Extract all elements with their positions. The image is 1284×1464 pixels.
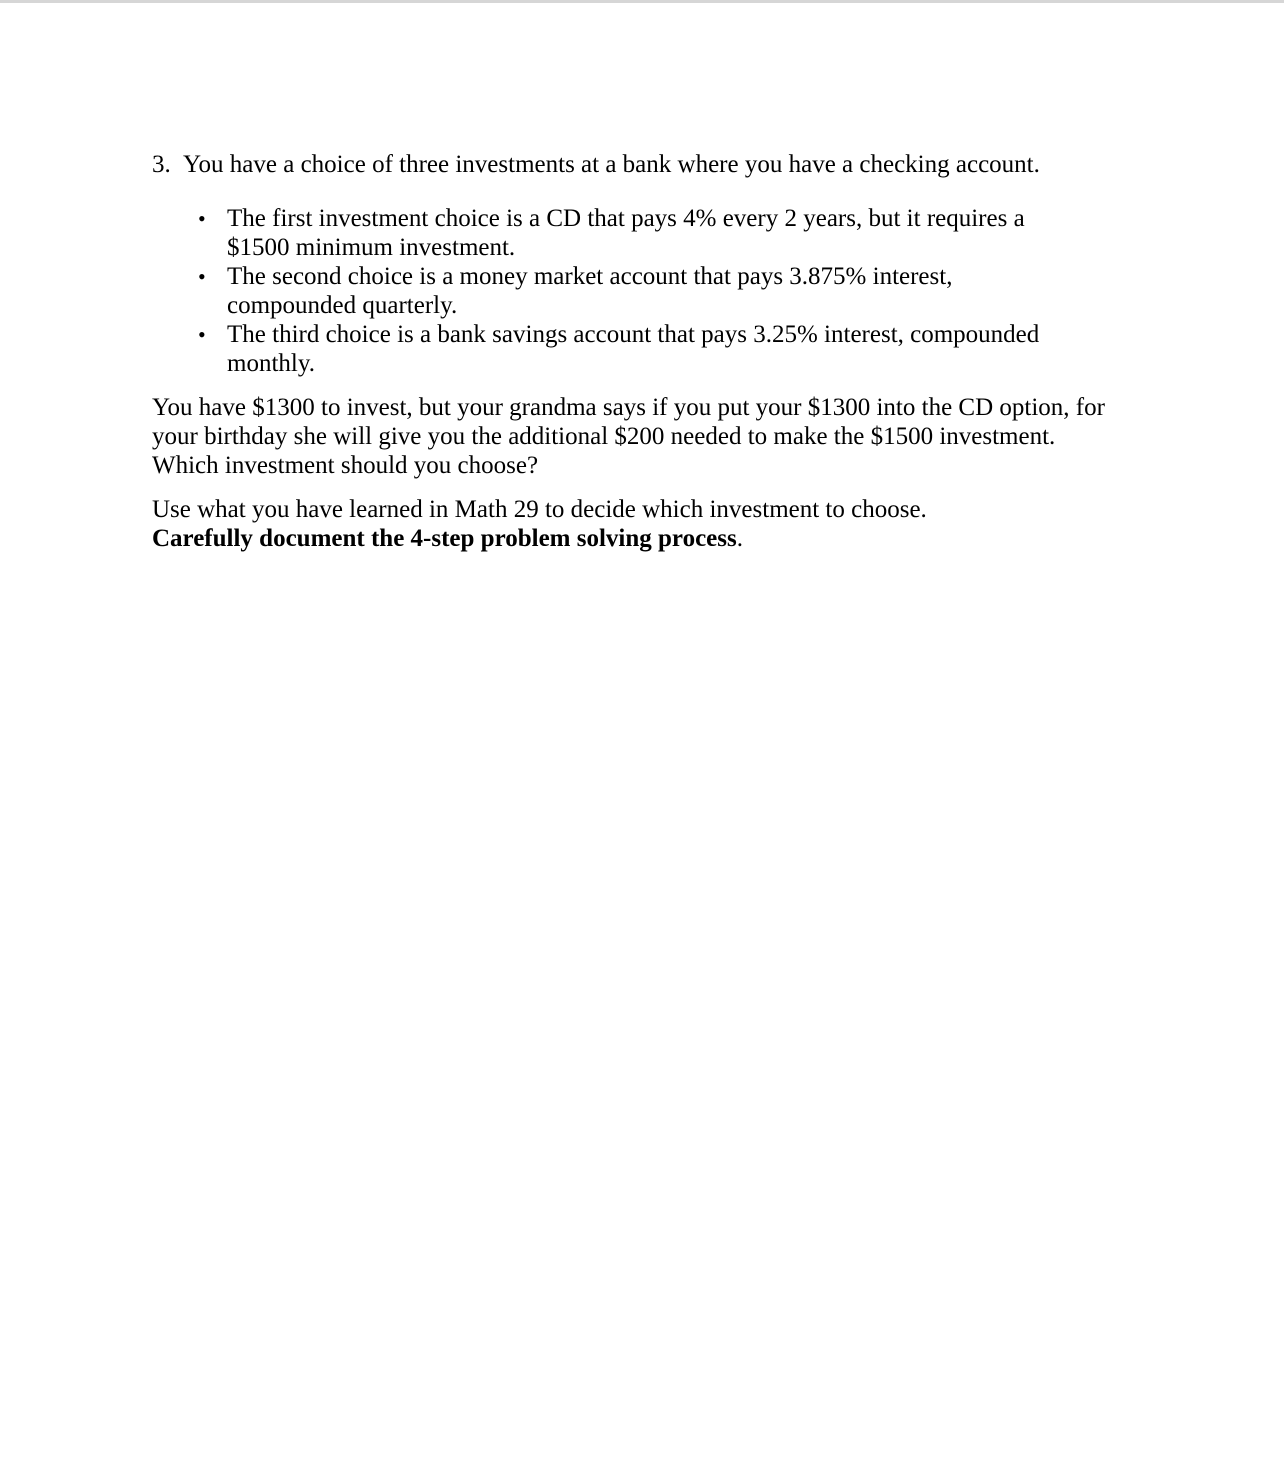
choice-text: The second choice is a money market account that pays 3.875% interest, compounded quarterly. (227, 263, 953, 319)
scenario-paragraph: You have $1300 to invest, but your grandma says if you put your $1300 into the CD option, for your birthday she will give you the additional $200 needed to make the $1500 investment. Which investment should you choose? (152, 394, 1105, 479)
list-item (198, 320, 1062, 378)
question-text: You have a choice of three investments at a bank where you have a checking account. (183, 151, 1040, 178)
investment-choices-list (152, 204, 1062, 378)
instruction-emphasis: Carefully document the 4-step problem solving process (152, 525, 737, 552)
list-item (198, 262, 1062, 320)
choice-text: The first investment choice is a CD that pays 4% every 2 years, but it requires a $1500 minimum investment. (227, 205, 1025, 261)
top-border (0, 0, 1284, 3)
bullet-icon: • (198, 264, 206, 289)
instruction-text: Use what you have learned in Math 29 to decide which investment to choose. (152, 496, 927, 523)
bullet-icon: • (198, 206, 206, 231)
bullet-icon: • (198, 322, 206, 347)
question-number: 3. (152, 151, 171, 178)
instruction-period: . (736, 525, 743, 552)
instruction-paragraph (152, 495, 1152, 553)
document-page (152, 150, 1152, 553)
question-heading (152, 150, 1152, 179)
choice-text: The third choice is a bank savings account that pays 3.25% interest, compounded monthly. (227, 321, 1040, 377)
list-item (198, 204, 1062, 262)
